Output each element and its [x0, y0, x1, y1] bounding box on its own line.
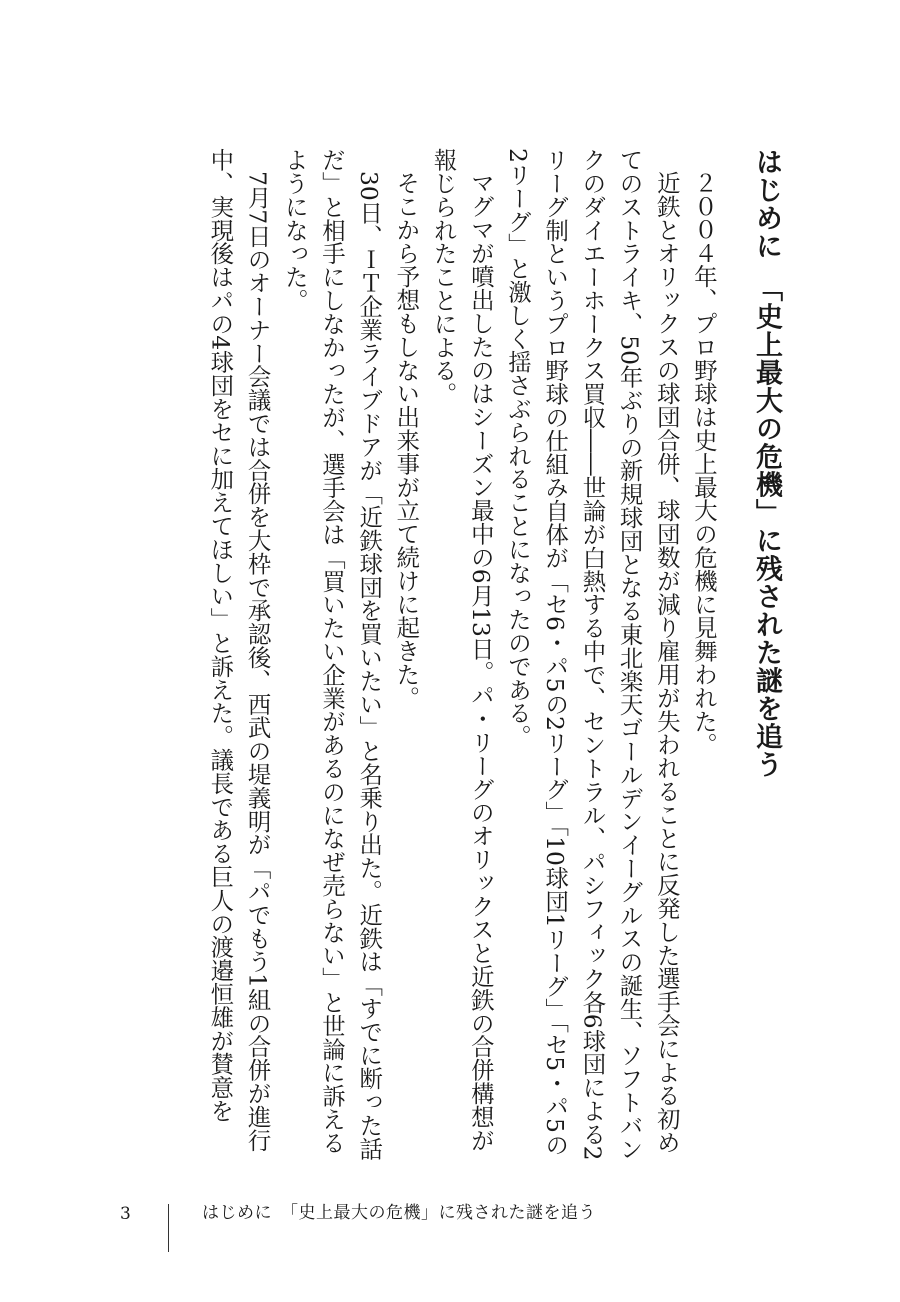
paragraph: ２００４年、プロ野球は史上最大の危機に見舞われた。	[690, 171, 718, 757]
paragraph: 7月7日のオーナー会議では合併を大枠で承認後、西武の堤義明が「パでもう1組の合併が進行中、実現後はパの4球団をセに加えてほしい」と訴えた。議長である巨人の渡邉恒雄が賛意を	[206, 148, 272, 1153]
paragraph: 30日、ＩＴ企業ライブドアが「近鉄球団を買いたい」と名乗り出た。近鉄は「すでに断った話だ」と相手にしなかったが、選手会は「買いたい企業があるのになぜ売らない」と世論に訴えるようになった。	[280, 148, 384, 1161]
chapter-heading: はじめに 「史上最大の危機」に残された謎を追う	[751, 148, 782, 779]
paragraph: そこから予想もしない出来事が立て続けに起きた。	[392, 171, 421, 710]
body-text	[2, 148, 722, 1163]
page-number: 3	[120, 1204, 131, 1224]
paragraph: 近鉄とオリックスの球団合併、球団数が減り雇用が失われることに反発した選手会による初めてのストライキ、50年ぶりの新規球団となる東北楽天ゴールデンイーグルスの誕生、ソフトバンクのダイエーホークス買収――世論が白熱する中で、セントラル、パシフィック各6球団による2リーグ制というプロ野球の仕組み自体が「セ6・パ5の2リーグ」「10球団1リーグ」「セ5・パ5の2リーグ」と激しく揺さぶられることになったのである。	[503, 148, 681, 1161]
paragraph: マグマが噴出したのはシーズン最中の6月13日。パ・リーグのオリックスと近鉄の合併構想が報じられたことによる。	[429, 148, 495, 1153]
page-footer	[0, 1190, 900, 1270]
running-head: はじめに 「史上最大の危機」に残された謎を追う	[202, 1203, 596, 1223]
footer-divider	[168, 1204, 169, 1252]
